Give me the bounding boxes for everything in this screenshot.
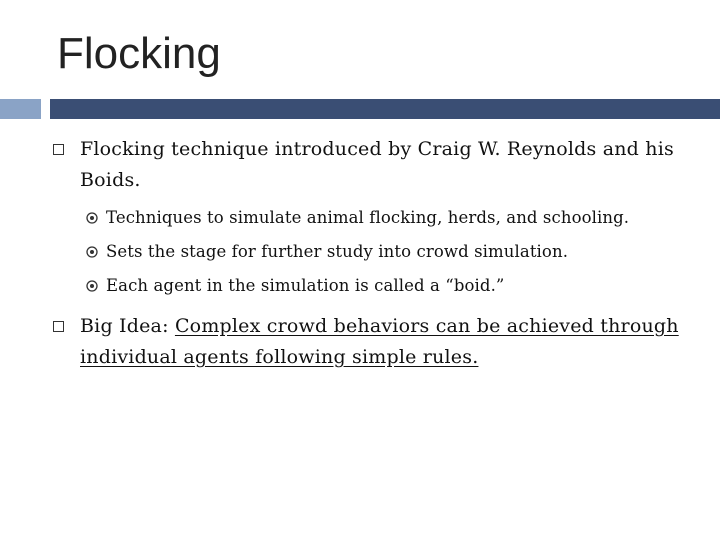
target-bullet-icon <box>86 280 98 292</box>
bullet-2-text <box>80 311 690 373</box>
slide-title: Flocking <box>57 29 221 78</box>
sub-bullet-3-text: Each agent in the simulation is called a “boid.” <box>106 276 505 295</box>
header-accent-bar-dark <box>50 99 720 119</box>
big-idea-emphasis: Complex crowd behaviors can be achieved through individual agents following simple rules. <box>80 315 679 368</box>
square-bullet-icon <box>53 321 64 332</box>
sub-bullet-1-text: Techniques to simulate animal flocking, herds, and schooling. <box>106 208 630 227</box>
square-bullet-icon <box>53 144 64 155</box>
header-accent-bar-light <box>0 99 41 119</box>
target-bullet-icon <box>86 212 98 224</box>
bullet-1-text: Flocking technique introduced by Craig W. Reynolds and his Boids. <box>80 138 674 191</box>
sub-bullet-2-text: Sets the stage for further study into crowd simulation. <box>106 242 569 261</box>
target-bullet-icon <box>86 246 98 258</box>
big-idea-label: Big Idea: <box>80 315 169 337</box>
